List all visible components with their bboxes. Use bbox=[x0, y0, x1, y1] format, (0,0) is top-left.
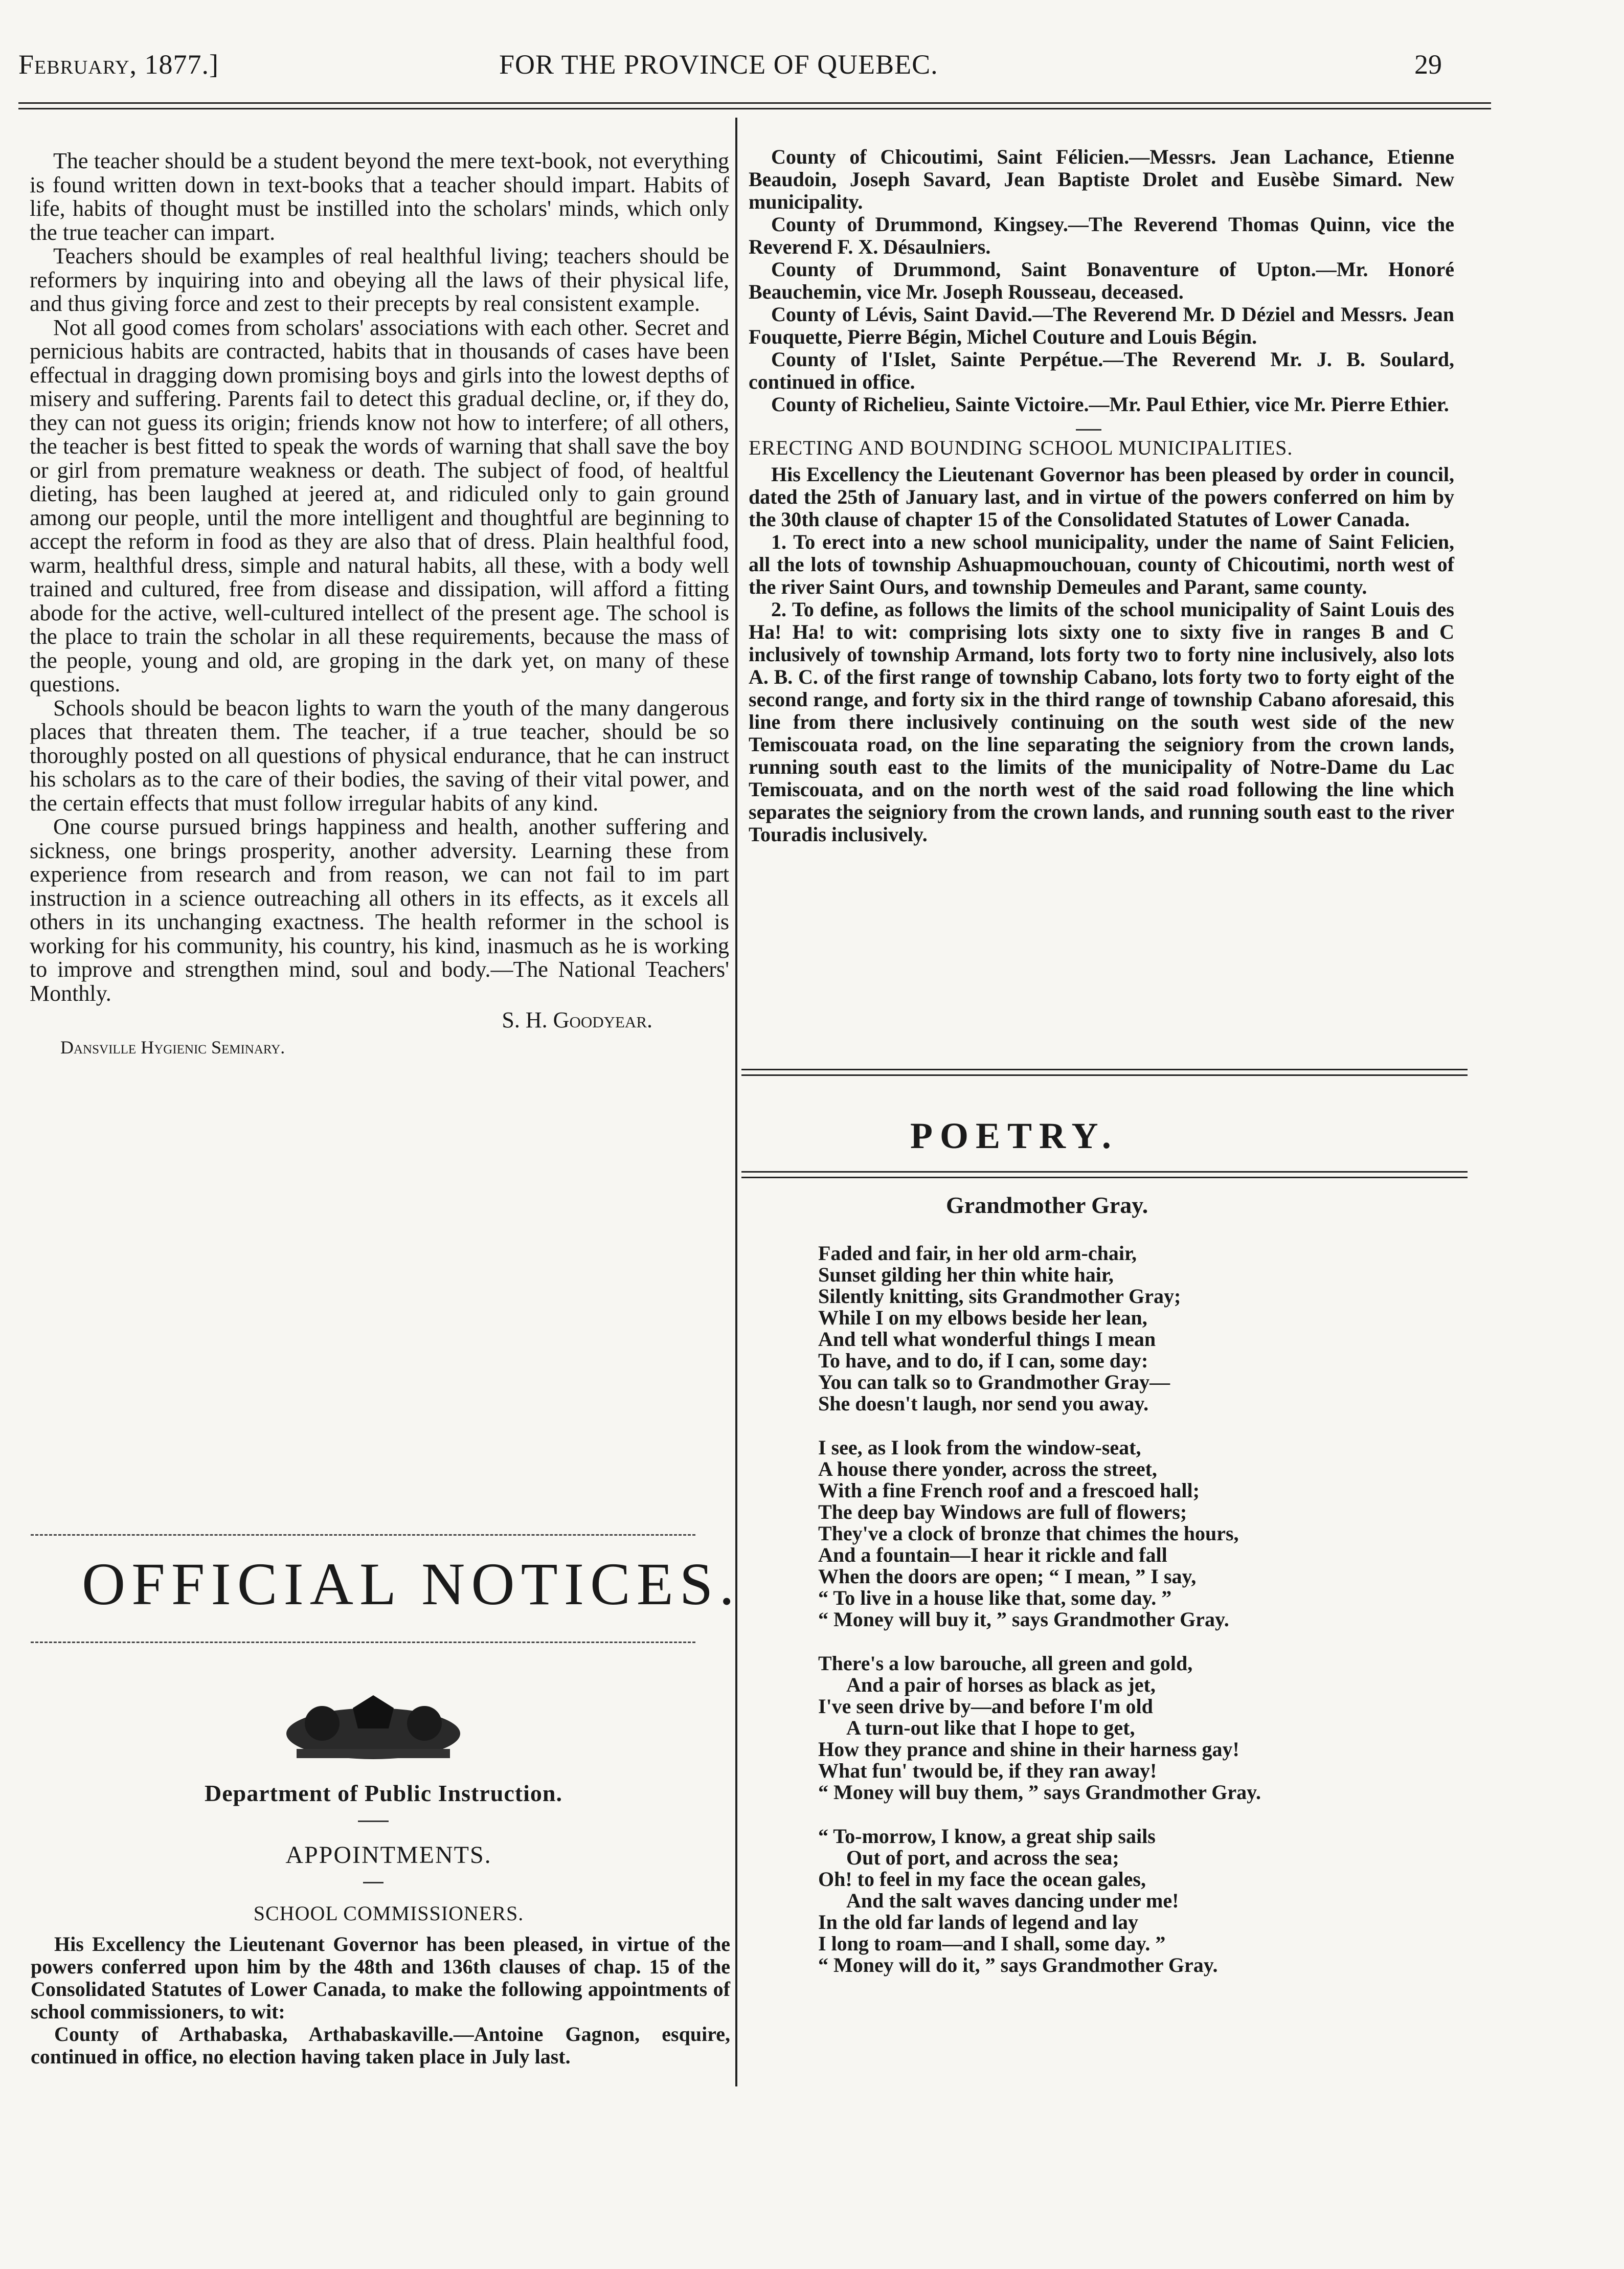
poem-body bbox=[818, 1243, 1483, 1998]
short-rule bbox=[1076, 429, 1101, 431]
poem-line: Out of port, and across the sea; bbox=[846, 1846, 1119, 1869]
appointment-entry: County of Richelieu, Sainte Victoire.—Mr. Paul Ethier, vice Mr. Pierre Ethier. bbox=[771, 393, 1449, 416]
section-rule bbox=[741, 1171, 1468, 1178]
poem-line: Silently knitting, sits Grandmother Gray; bbox=[818, 1285, 1181, 1308]
erecting-heading: ERECTING AND BOUNDING SCHOOL MUNICIPALITIES. bbox=[749, 436, 1293, 459]
poem-line: They've a clock of bronze that chimes the hours, bbox=[818, 1522, 1239, 1545]
poem-line: You can talk so to Grandmother Gray— bbox=[818, 1371, 1170, 1394]
poetry-heading: POETRY. bbox=[910, 1115, 1118, 1156]
poem-line: I see, as I look from the window-seat, bbox=[818, 1436, 1141, 1459]
poem-line: While I on my elbows beside her lean, bbox=[818, 1306, 1147, 1329]
poem-line: Faded and fair, in her old arm-chair, bbox=[818, 1242, 1137, 1265]
left-column-article bbox=[30, 149, 729, 1059]
poem-line: And the salt waves dancing under me! bbox=[846, 1889, 1179, 1912]
erecting-paragraph: 1. To erect into a new school municipality, under the name of Saint Felicien, all the lots of township Ashuapmouchouan, county of Chicoutimi, north west of the river Saint Ours, and township Demeules and Parant, same county. bbox=[749, 530, 1454, 598]
right-column bbox=[749, 146, 1454, 846]
poem-line: A turn-out like that I hope to get, bbox=[846, 1716, 1135, 1739]
poem-line: To have, and to do, if I can, some day: bbox=[818, 1349, 1148, 1372]
article-paragraph: One course pursued brings happiness and health, another suffering and sickness, one brings prosperity, another adversity. Learning these from experience from research and from reason, we can not fail to im part instruction in a science outreaching all others in its effects, as it excels all others in its unchanging exactness. The health reformer in the school is working for his community, his country, his kind, inasmuch as he is working to improve and strengthen mind, soul and body.—The National Teachers' Monthly. bbox=[30, 814, 729, 1006]
article-paragraph: Schools should be beacon lights to warn the youth of the many dangerous places that threaten them. The teacher, if a true teacher, should be so thoroughly posted on all questions of physical endurance, that he can instruct his scholars as to the care of their bodies, the saving of their vital power, and the certain effects that must follow irregular habits of any kind. bbox=[30, 695, 729, 816]
poem-stanza bbox=[818, 1653, 1483, 1803]
poem-title: Grandmother Gray. bbox=[946, 1192, 1148, 1218]
coat-of-arms-icon bbox=[266, 1693, 481, 1769]
poem-line: “ Money will do it, ” says Grandmother Gray. bbox=[818, 1953, 1218, 1976]
poem-line: And a fountain—I hear it rickle and fall bbox=[818, 1543, 1167, 1566]
poem-stanza bbox=[818, 1437, 1483, 1630]
author-signature: S. H. Goodyear. bbox=[502, 1007, 652, 1032]
article-paragraph: Teachers should be examples of real healthful living; teachers should be reformers by inquiring into and obeying all the laws of their physical life, and thus giving force and zest to their precepts by real consistent example. bbox=[30, 243, 729, 316]
poem-stanza bbox=[818, 1243, 1483, 1414]
column-divider bbox=[735, 118, 737, 2086]
appointments-heading: APPOINTMENTS. bbox=[285, 1841, 492, 1869]
poem-line: And tell what wonderful things I mean bbox=[818, 1328, 1156, 1351]
poem-stanza bbox=[818, 1826, 1483, 1976]
issue-date: February, 1877.] bbox=[18, 49, 219, 80]
poem-line: “ To live in a house like that, some day. ” bbox=[818, 1586, 1172, 1609]
appointment-entry: County of Chicoutimi, Saint Félicien.—Messrs. Jean Lachance, Etienne Beaudoin, Joseph Savard, Jean Baptiste Drolet and Eusèbe Simard. New municipality. bbox=[749, 145, 1454, 213]
erecting-paragraph: His Excellency the Lieutenant Governor has been pleased by order in council, dated the 25th of January last, and in virtue of the powers conferred on him by the 30th clause of chapter 15 of the Consolidated Statutes of Lower Canada. bbox=[749, 463, 1454, 531]
section-rule bbox=[741, 1069, 1468, 1076]
appointment-entry: County of l'Islet, Sainte Perpétue.—The Reverend Mr. J. B. Soulard, continued in office. bbox=[749, 348, 1454, 393]
header-rule bbox=[18, 102, 1491, 109]
poem-line: She doesn't laugh, nor send you away. bbox=[818, 1392, 1149, 1415]
appointment-entry: County of Drummond, Kingsey.—The Reverend Thomas Quinn, vice the Reverend F. X. Désaulniers. bbox=[749, 213, 1454, 258]
poem-line: In the old far lands of legend and lay bbox=[818, 1911, 1139, 1934]
poem-line: There's a low barouche, all green and gold, bbox=[818, 1652, 1193, 1675]
poem-line: With a fine French roof and a frescoed hall; bbox=[818, 1479, 1200, 1502]
page-number: 29 bbox=[1414, 49, 1442, 80]
section-rule bbox=[31, 1534, 695, 1536]
poem-line: Oh! to feel in my face the ocean gales, bbox=[818, 1868, 1146, 1891]
appointment-entry: County of Drummond, Saint Bonaventure of Upton.—Mr. Honoré Beauchemin, vice Mr. Joseph Rousseau, deceased. bbox=[749, 258, 1454, 303]
article-paragraph: The teacher should be a student beyond the mere text-book, not everything is found written down in text-books that a teacher should impart. Habits of life, habits of thought must be instilled into the scholars' minds, which only the true teacher can impart. bbox=[30, 148, 729, 245]
poem-line: A house there yonder, across the street, bbox=[818, 1457, 1157, 1480]
poem-line: The deep bay Windows are full of flowers; bbox=[818, 1500, 1187, 1523]
poem-line: I long to roam—and I shall, some day. ” bbox=[818, 1932, 1166, 1955]
school-commissioners-heading: SCHOOL COMMISSIONERS. bbox=[253, 1902, 524, 1925]
short-rule bbox=[363, 1882, 384, 1883]
poem-line: How they prance and shine in their harness gay! bbox=[818, 1738, 1239, 1761]
poem-line: “ Money will buy them, ” says Grandmother Gray. bbox=[818, 1781, 1261, 1804]
notice-paragraph: County of Arthabaska, Arthabaskaville.—Antoine Gagnon, esquire, continued in office, no election having taken place in July last. bbox=[31, 2023, 730, 2068]
official-notices-heading: OFFICIAL NOTICES. bbox=[82, 1551, 740, 1617]
poem-line: Sunset gilding her thin white hair, bbox=[818, 1263, 1114, 1286]
short-rule bbox=[358, 1821, 389, 1822]
erecting-paragraph: 2. To define, as follows the limits of the school municipality of Saint Louis des Ha! Ha! to wit: comprising lots sixty one to sixty five in ranges B and C inclusively of township Armand, lots forty two to forty nine inclusively, also lots A. B. C. of the first range of township Cabano, lots forty two to forty eight of the second range, and forty six in the third range of township Cabano aforesaid, this line from there inclusively continuing on the south west side of the new Temiscouata road, on the line separating the seigniory from the crown lands, running south east to the limits of the municipality of Notre-Dame du Lac Temiscouata, and on the north west of the said road following the line which separates the seigniory from the crown lands, and running south east to the river Touradis inclusively. bbox=[749, 598, 1454, 846]
department-heading: Department of Public Instruction. bbox=[205, 1780, 562, 1806]
page-header bbox=[18, 49, 1614, 89]
author-affiliation: Dansville Hygienic Seminary. bbox=[60, 1037, 285, 1058]
journal-title: FOR THE PROVINCE OF QUEBEC. bbox=[499, 49, 938, 80]
official-notice-text bbox=[31, 1933, 730, 2068]
poem-line: What fun' twould be, if they ran away! bbox=[818, 1759, 1157, 1782]
poem-line: When the doors are open; “ I mean, ” I say, bbox=[818, 1565, 1197, 1588]
notice-paragraph: His Excellency the Lieutenant Governor has been pleased, in virtue of the powers conferred upon him by the 48th and 136th clauses of chap. 15 of the Consolidated Statutes of Lower Canada, to make the following appointments of school commissioners, to wit: bbox=[31, 1933, 730, 2023]
poem-line: “ Money will buy it, ” says Grandmother Gray. bbox=[818, 1608, 1229, 1631]
poem-line: “ To-morrow, I know, a great ship sails bbox=[818, 1825, 1156, 1848]
article-paragraph: Not all good comes from scholars' associations with each other. Secret and pernicious habits are contracted, habits that in thousands of cases have been effectual in dragging down promising boys and girls into the lowest depths of misery and suffering. Parents fail to detect this gradual decline, or, if they do, they can not guess its origin; friends know not how to interfere; of all others, the teacher is best fitted to speak the words of warning that shall save the boy or girl from premature weakness or death. The subject of food, of healtful dieting, has been laughed at jeered at, and ridiculed only to gain ground among our people, until the more intelligent and thoughtful are beginning to accept the reform in food as they are also that of dress. Plain healthful food, warm, healthful dress, simple and natural habits, all these, with a body well trained and cultured, free from disease and dissipation, will afford a fitting abode for the active, well-cultured intellect of the present age. The school is the place to train the scholar in all these requirements, because the mass of the people, young and old, are groping in the dark yet, on many of these questions. bbox=[30, 314, 729, 697]
poem-line: And a pair of horses as black as jet, bbox=[846, 1673, 1156, 1696]
poem-line: I've seen drive by—and before I'm old bbox=[818, 1695, 1153, 1718]
appointment-entry: County of Lévis, Saint David.—The Reverend Mr. D Déziel and Messrs. Jean Fouquette, Pierre Bégin, Michel Couture and Louis Bégin. bbox=[749, 303, 1454, 348]
section-rule bbox=[31, 1642, 695, 1643]
